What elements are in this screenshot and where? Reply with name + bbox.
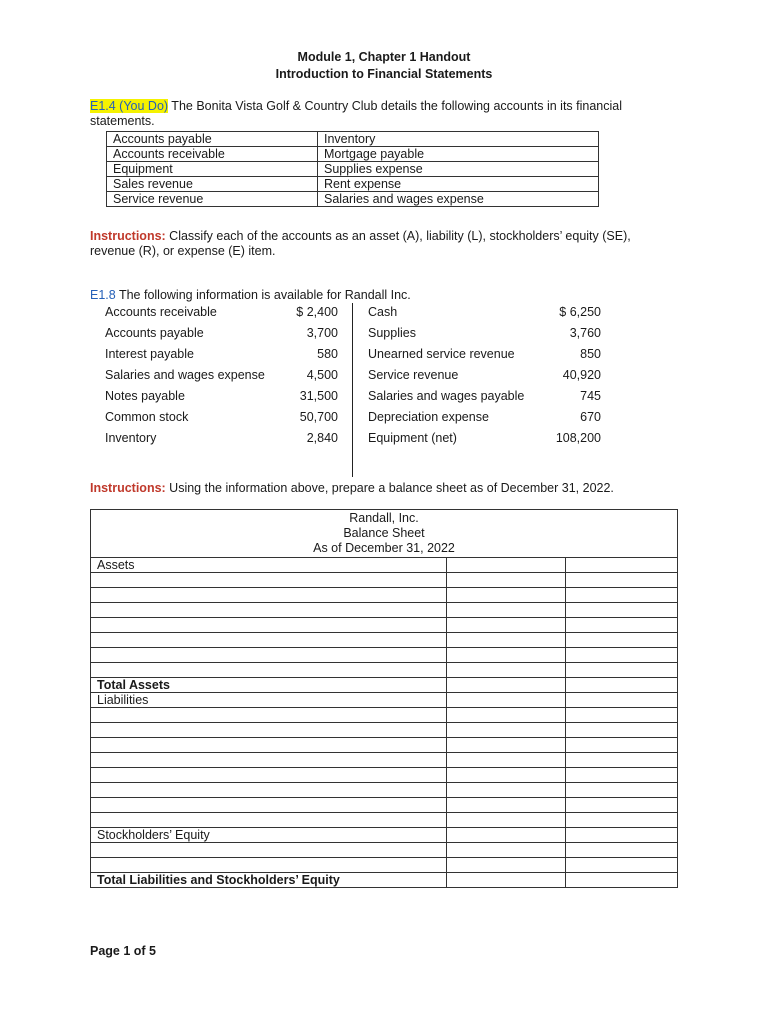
e14-instructions	[90, 229, 710, 243]
account-row	[107, 147, 599, 162]
account-value: 40,920	[562, 368, 601, 382]
account-value: 670	[580, 410, 601, 424]
account-label: Accounts receivable	[105, 305, 217, 319]
label-cell: Stockholders’ Equity	[91, 828, 447, 843]
label-cell	[91, 798, 447, 813]
account-cell: Rent expense	[318, 177, 599, 192]
account-cell: Inventory	[318, 132, 599, 147]
bs-company: Randall, Inc.	[349, 511, 419, 525]
table-row	[91, 648, 678, 663]
amount-cell	[566, 753, 678, 768]
e14-intro-text: The Bonita Vista Golf & Country Club details the following accounts in its financial	[168, 99, 623, 113]
amount-cell	[447, 768, 566, 783]
amount-cell	[566, 828, 678, 843]
amount-cell	[447, 873, 566, 888]
balance-sheet-table	[90, 509, 678, 888]
account-cell: Supplies expense	[318, 162, 599, 177]
amount-cell	[447, 573, 566, 588]
amount-cell	[566, 813, 678, 828]
account-value: 3,760	[569, 326, 601, 340]
label-cell: Liabilities	[91, 693, 447, 708]
amount-cell	[447, 633, 566, 648]
table-row	[91, 843, 678, 858]
column-divider	[352, 303, 353, 477]
amount-cell	[447, 618, 566, 633]
account-cell: Service revenue	[107, 192, 318, 207]
account-label: Common stock	[105, 410, 189, 424]
page-number: Page 1 of 5	[90, 944, 156, 958]
amount-cell	[566, 633, 678, 648]
amount-cell	[566, 843, 678, 858]
e14-accounts-table	[106, 131, 599, 207]
label-cell	[91, 663, 447, 678]
assets-row	[91, 558, 678, 573]
label-cell	[91, 603, 447, 618]
amount-cell	[566, 618, 678, 633]
label-cell	[91, 648, 447, 663]
table-row	[91, 573, 678, 588]
account-label: Notes payable	[105, 389, 185, 403]
account-value: 850	[580, 347, 601, 361]
amount-cell	[566, 588, 678, 603]
account-cell: Equipment	[107, 162, 318, 177]
bs-date: As of December 31, 2022	[313, 541, 455, 555]
handout-title: Module 1, Chapter 1 Handout	[297, 50, 471, 64]
amount-cell	[447, 588, 566, 603]
amount-cell	[447, 693, 566, 708]
account-label: Service revenue	[368, 368, 459, 382]
amount-cell	[566, 708, 678, 723]
e18-instructions-text: Using the information above, prepare a balance sheet as of December 31, 2022.	[165, 481, 614, 495]
amount-cell	[447, 558, 566, 573]
liabilities-row	[91, 693, 678, 708]
label-cell	[91, 708, 447, 723]
e14-tag: E1.4 (You Do)	[90, 99, 169, 113]
amount-cell	[566, 768, 678, 783]
amount-cell	[447, 753, 566, 768]
table-row	[91, 663, 678, 678]
table-row	[91, 603, 678, 618]
amount-cell	[566, 693, 678, 708]
account-value: $ 2,400	[296, 305, 338, 319]
e18-intro-text: The following information is available for Randall Inc.	[115, 288, 411, 302]
account-row	[107, 162, 599, 177]
table-row	[91, 813, 678, 828]
amount-cell	[447, 798, 566, 813]
account-value: 580	[317, 347, 338, 361]
amount-cell	[566, 858, 678, 873]
amount-cell	[447, 828, 566, 843]
amount-cell	[447, 813, 566, 828]
amount-cell	[447, 648, 566, 663]
amount-cell	[566, 678, 678, 693]
handout-subtitle: Introduction to Financial Statements	[275, 67, 493, 81]
account-value: 50,700	[299, 410, 338, 424]
amount-cell	[447, 738, 566, 753]
amount-cell	[566, 558, 678, 573]
label-cell: Total Liabilities and Stockholders’ Equity	[91, 873, 447, 888]
amount-cell	[447, 678, 566, 693]
amount-cell	[447, 663, 566, 678]
instructions-label: Instructions:	[90, 481, 166, 495]
account-value: $ 6,250	[559, 305, 601, 319]
label-cell	[91, 813, 447, 828]
e14-intro-cont: statements.	[90, 114, 155, 128]
account-row	[107, 132, 599, 147]
table-row	[91, 738, 678, 753]
amount-cell	[566, 798, 678, 813]
account-row	[107, 177, 599, 192]
total-liabilities-equity-row	[91, 873, 678, 888]
amount-cell	[447, 783, 566, 798]
label-cell	[91, 723, 447, 738]
account-label: Cash	[368, 305, 398, 319]
table-row	[91, 723, 678, 738]
amount-cell	[566, 723, 678, 738]
account-label: Inventory	[105, 431, 157, 445]
amount-cell	[566, 648, 678, 663]
account-value: 4,500	[306, 368, 338, 382]
account-label: Equipment (net)	[368, 431, 457, 445]
amount-cell	[566, 738, 678, 753]
amount-cell	[447, 723, 566, 738]
amount-cell	[566, 663, 678, 678]
amount-cell	[566, 783, 678, 798]
account-value: 31,500	[299, 389, 338, 403]
instructions-label: Instructions:	[90, 229, 166, 243]
table-row	[91, 588, 678, 603]
label-cell	[91, 783, 447, 798]
amount-cell	[447, 603, 566, 618]
table-row	[91, 708, 678, 723]
account-cell: Salaries and wages expense	[318, 192, 599, 207]
amount-cell	[566, 573, 678, 588]
bs-statement: Balance Sheet	[343, 526, 425, 540]
amount-cell	[566, 603, 678, 618]
table-row	[91, 633, 678, 648]
label-cell	[91, 573, 447, 588]
account-label: Depreciation expense	[368, 410, 489, 424]
account-label: Salaries and wages expense	[105, 368, 265, 382]
account-row	[107, 192, 599, 207]
label-cell	[91, 618, 447, 633]
label-cell	[91, 738, 447, 753]
e18-instructions	[90, 481, 614, 495]
table-row	[91, 783, 678, 798]
account-cell: Sales revenue	[107, 177, 318, 192]
e14-intro	[90, 99, 690, 113]
account-value: 745	[580, 389, 601, 403]
label-cell	[91, 633, 447, 648]
e14-instructions-cont: revenue (R), or expense (E) item.	[90, 244, 276, 258]
table-row	[91, 798, 678, 813]
account-cell: Mortgage payable	[318, 147, 599, 162]
label-cell	[91, 753, 447, 768]
account-label: Accounts payable	[105, 326, 204, 340]
account-value: 3,700	[306, 326, 338, 340]
label-cell: Assets	[91, 558, 447, 573]
e18-intro	[90, 288, 411, 302]
e18-tag: E1.8	[90, 288, 116, 302]
account-value: 2,840	[306, 431, 338, 445]
table-row	[91, 618, 678, 633]
account-label: Salaries and wages payable	[368, 389, 525, 403]
account-cell: Accounts receivable	[107, 147, 318, 162]
label-cell	[91, 768, 447, 783]
account-label: Supplies	[368, 326, 416, 340]
amount-cell	[447, 708, 566, 723]
account-label: Interest payable	[105, 347, 194, 361]
equity-row	[91, 828, 678, 843]
account-cell: Accounts payable	[107, 132, 318, 147]
label-cell	[91, 588, 447, 603]
table-row	[91, 768, 678, 783]
label-cell	[91, 858, 447, 873]
account-label: Unearned service revenue	[368, 347, 515, 361]
label-cell	[91, 843, 447, 858]
total-assets-row	[91, 678, 678, 693]
account-value: 108,200	[555, 431, 601, 445]
e14-instructions-text: Classify each of the accounts as an asset (A), liability (L), stockholders’ equity (SE),	[165, 229, 631, 243]
amount-cell	[447, 843, 566, 858]
table-row	[91, 753, 678, 768]
amount-cell	[447, 858, 566, 873]
label-cell: Total Assets	[91, 678, 447, 693]
balance-sheet-header	[91, 510, 678, 558]
table-row	[91, 858, 678, 873]
amount-cell	[566, 873, 678, 888]
